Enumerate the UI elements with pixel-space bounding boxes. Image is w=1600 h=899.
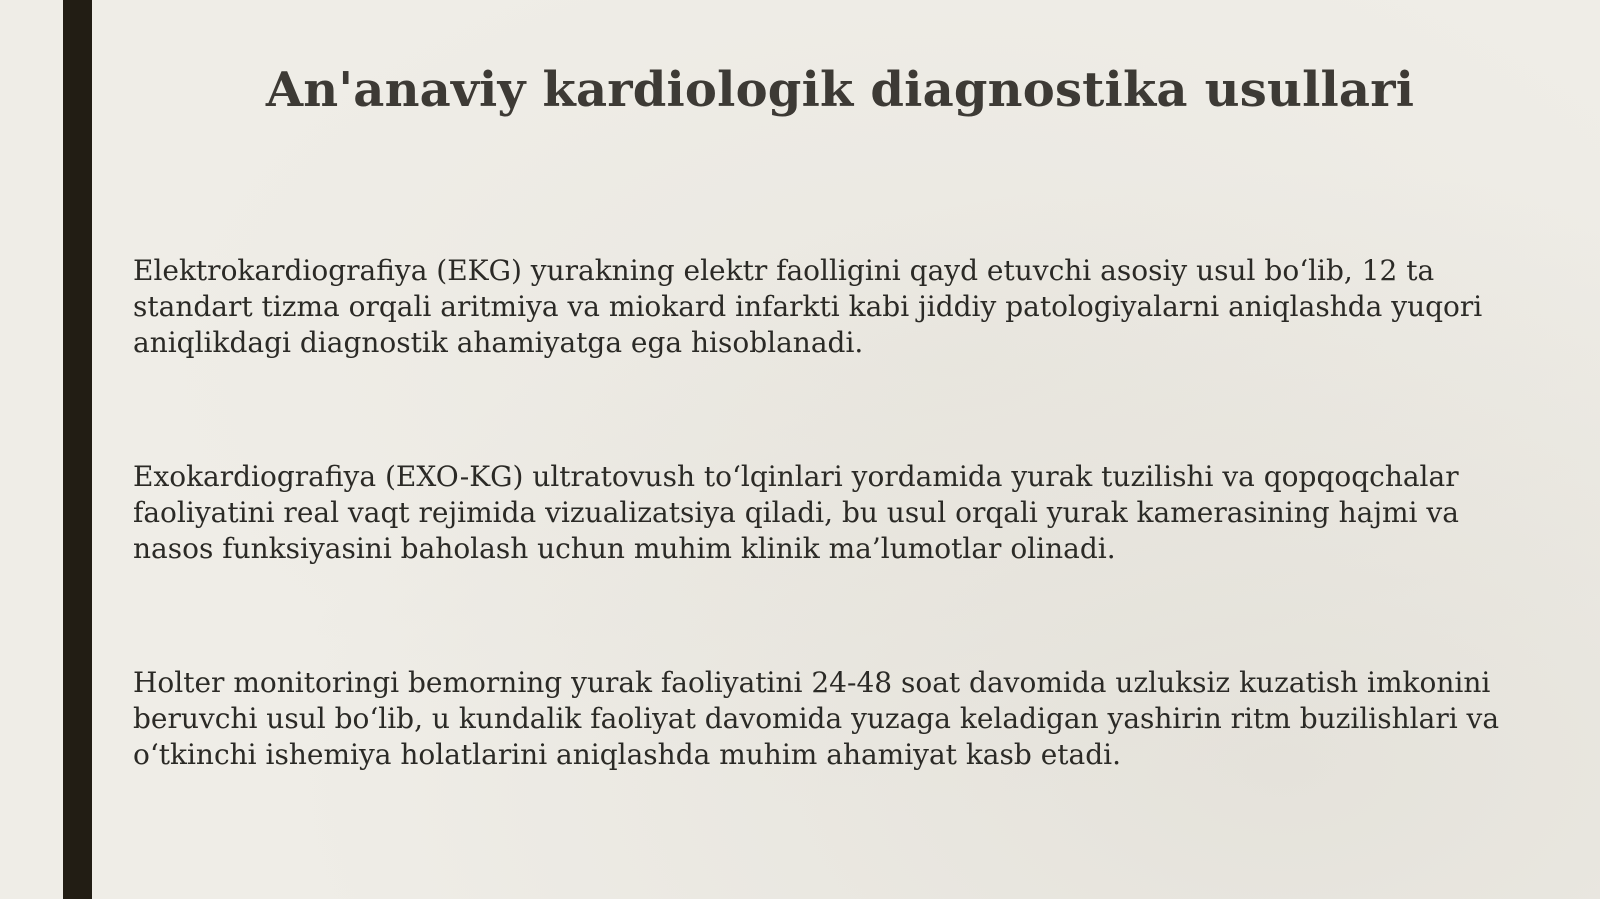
paragraph-echocardiography: Exokardiografiya (EXO-KG) ultratovush to‘lqinlari yordamida yurak tuzilishi va qopqoqchalar faoliyatini real vaqt rejimida vizualizatsiya qiladi, bu usul orqali yurak kamerasining hajmi va nasos funksiyasini baholash uchun muhim klinik ma’lumotlar olinadi. [133,460,1459,565]
slide-title: An'anaviy kardiologik diagnostika usullari [265,62,1415,118]
accent-bar [63,0,92,899]
paragraph-holter: Holter monitoringi bemorning yurak faoliyatini 24-48 soat davomida uzluksiz kuzatish imkonini beruvchi usul bo‘lib, u kundalik faoliyat davomida yuzaga keladigan yashirin ritm buzilishlari va o‘tkinchi ishemiya holatlarini aniqlashda muhim ahamiyat kasb etadi. [133,666,1500,771]
paragraph-ekg: Elektrokardiografiya (EKG) yurakning elektr faolligini qayd etuvchi asosiy usul bo‘lib, 12 ta standart tizma orqali aritmiya va miokard infarkti kabi jiddiy patologiyalarni aniqlashda yuqori aniqlikdagi diagnostik ahamiyatga ega hisoblanadi. [133,254,1483,359]
